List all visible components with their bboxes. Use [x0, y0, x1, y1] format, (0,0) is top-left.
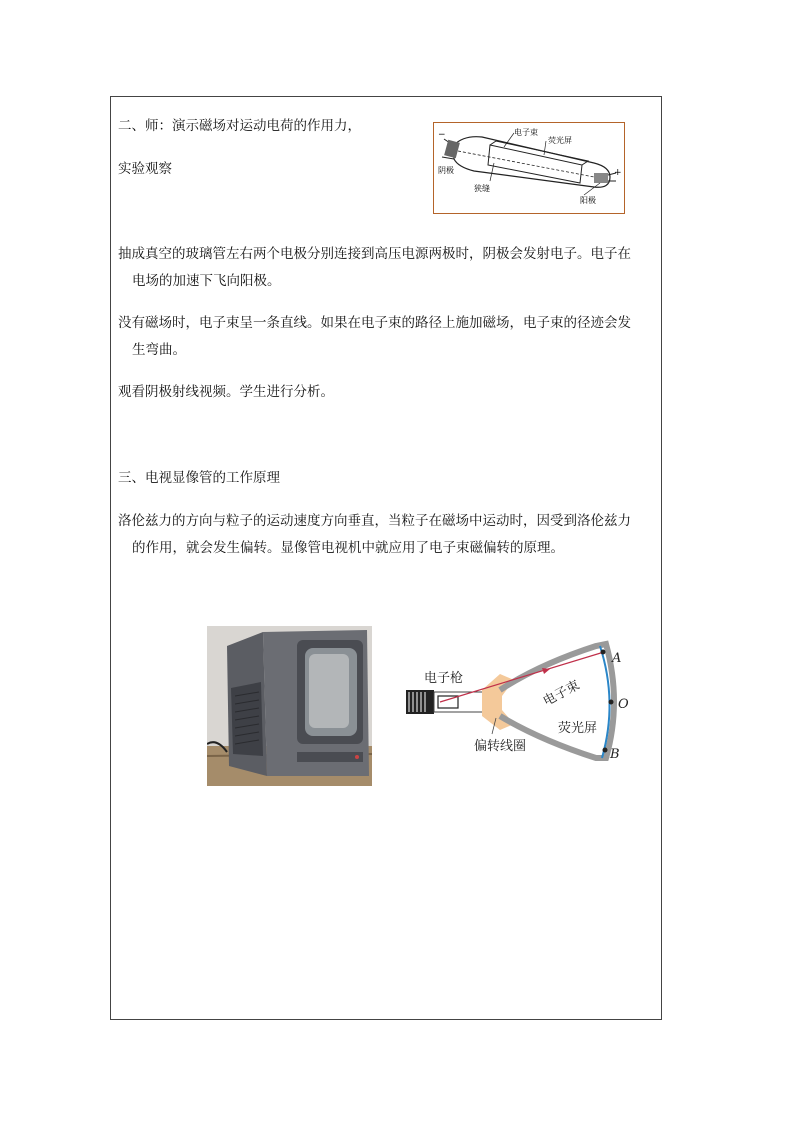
- crt-label-screen: 荧光屏: [558, 721, 598, 736]
- section2-para2-line1: 没有磁场时，电子束呈一条直线。如果在电子束的路径上施加磁场，电子束的径迹会发: [118, 315, 631, 331]
- section2-para1-line2: 电场的加速下飞向阳极。: [132, 273, 281, 289]
- crt-deflection-diagram: [400, 624, 640, 772]
- section3-heading: 三、电视显像管的工作原理: [118, 470, 280, 486]
- crt-tv-photo: [207, 626, 372, 786]
- tube-label-cathode: 阴极: [438, 166, 454, 175]
- cathode-ray-tube-figure: [433, 122, 625, 214]
- crt-point-a: A: [612, 651, 622, 666]
- tube-sign-plus: +: [614, 168, 622, 178]
- section3-para-line2: 的作用，就会发生偏转。显像管电视机中就应用了电子束磁偏转的原理。: [132, 540, 564, 556]
- tube-sign-minus: −: [438, 130, 446, 140]
- section2-para1-line1: 抽成真空的玻璃管左右两个电极分别连接到高压电源两极时，阴极会发射电子。电子在: [118, 246, 631, 262]
- crt-label-beam: 电子束: [540, 677, 583, 710]
- tube-label-anode: 阳极: [580, 196, 596, 205]
- tube-label-beam: 电子束: [514, 128, 538, 137]
- section2-heading: 二、师：演示磁场对运动电荷的作用力，: [118, 118, 361, 134]
- tube-label-slit: 狭缝: [474, 184, 490, 193]
- crt-point-b: B: [610, 747, 620, 762]
- section2-para3: 观看阴极射线视频。学生进行分析。: [118, 384, 334, 400]
- tube-label-screen: 荧光屏: [548, 136, 572, 145]
- section2-subheading: 实验观察: [118, 161, 172, 177]
- crt-label-coil: 偏转线圈: [474, 739, 527, 754]
- crt-point-o: O: [618, 697, 629, 712]
- crt-label-gun: 电子枪: [424, 671, 464, 686]
- section2-para2-line2: 生弯曲。: [132, 342, 186, 358]
- section3-para-line1: 洛伦兹力的方向与粒子的运动速度方向垂直，当粒子在磁场中运动时，因受到洛伦兹力: [118, 513, 631, 529]
- content-frame: [110, 96, 662, 1020]
